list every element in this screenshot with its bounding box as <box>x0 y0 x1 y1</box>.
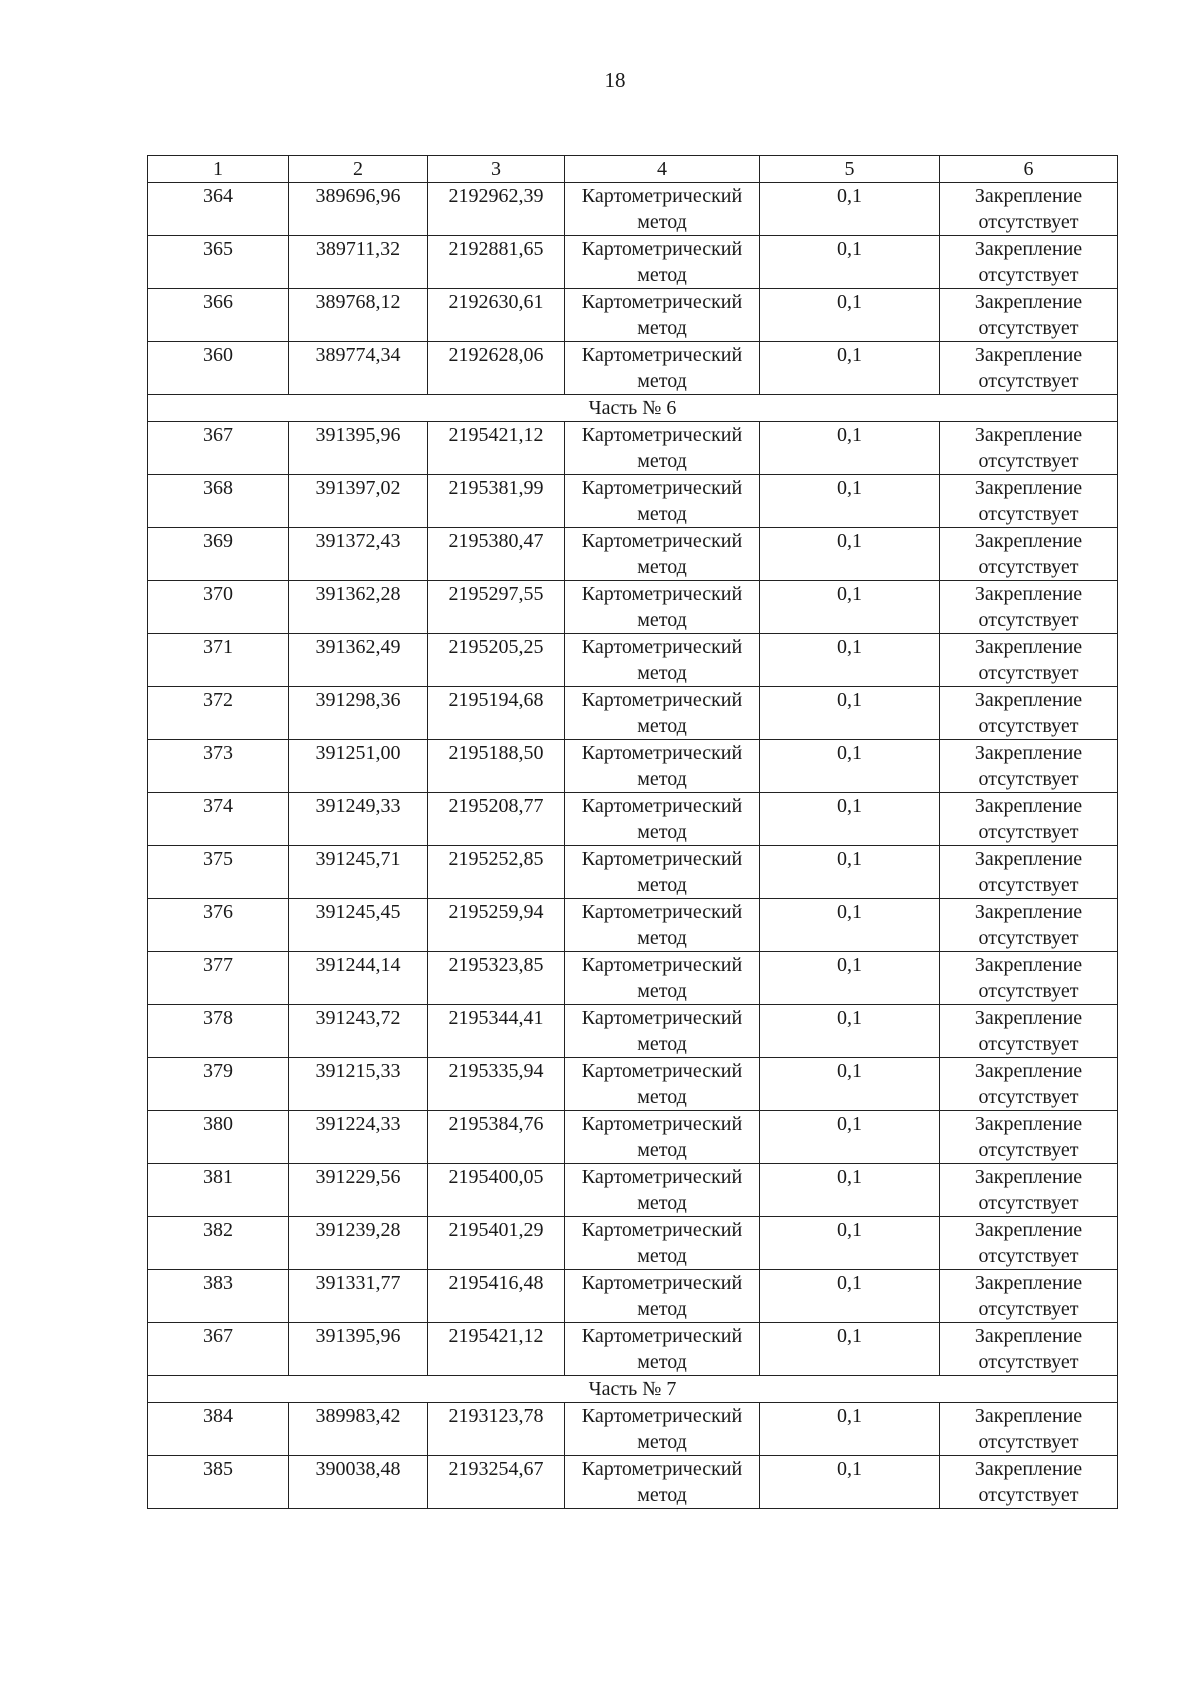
point-number-cell: 377 <box>148 952 289 1005</box>
coord-x-cell: 391298,36 <box>289 687 428 740</box>
accuracy-cell: 0,1 <box>760 1005 940 1058</box>
accuracy-cell: 0,1 <box>760 1456 940 1509</box>
table-row <box>148 236 1118 289</box>
fixation-cell: Закрепление отсутствует <box>940 846 1118 899</box>
coord-x-cell: 389983,42 <box>289 1403 428 1456</box>
accuracy-cell: 0,1 <box>760 740 940 793</box>
table-row <box>148 899 1118 952</box>
fixation-cell: Закрепление отсутствует <box>940 1270 1118 1323</box>
accuracy-cell: 0,1 <box>760 236 940 289</box>
coord-y-cell: 2195421,12 <box>428 1323 565 1376</box>
coord-x-cell: 391395,96 <box>289 1323 428 1376</box>
fixation-cell: Закрепление отсутствует <box>940 687 1118 740</box>
table-row <box>148 1217 1118 1270</box>
section-title-row <box>148 395 1118 422</box>
accuracy-cell: 0,1 <box>760 289 940 342</box>
method-cell: Картометрический метод <box>565 422 760 475</box>
accuracy-cell: 0,1 <box>760 793 940 846</box>
table-row <box>148 1456 1118 1509</box>
method-cell: Картометрический метод <box>565 581 760 634</box>
point-number-cell: 371 <box>148 634 289 687</box>
point-number-cell: 384 <box>148 1403 289 1456</box>
method-cell: Картометрический метод <box>565 528 760 581</box>
header-row <box>148 156 1118 183</box>
coord-x-cell: 391251,00 <box>289 740 428 793</box>
coord-x-cell: 391397,02 <box>289 475 428 528</box>
fixation-cell: Закрепление отсутствует <box>940 899 1118 952</box>
accuracy-cell: 0,1 <box>760 528 940 581</box>
column-header: 4 <box>565 156 760 183</box>
point-number-cell: 380 <box>148 1111 289 1164</box>
coord-x-cell: 389711,32 <box>289 236 428 289</box>
point-number-cell: 382 <box>148 1217 289 1270</box>
accuracy-cell: 0,1 <box>760 183 940 236</box>
accuracy-cell: 0,1 <box>760 1111 940 1164</box>
fixation-cell: Закрепление отсутствует <box>940 1323 1118 1376</box>
coord-y-cell: 2195416,48 <box>428 1270 565 1323</box>
coord-x-cell: 391362,28 <box>289 581 428 634</box>
accuracy-cell: 0,1 <box>760 1403 940 1456</box>
fixation-cell: Закрепление отсутствует <box>940 236 1118 289</box>
fixation-cell: Закрепление отсутствует <box>940 634 1118 687</box>
table-row <box>148 1164 1118 1217</box>
table-row <box>148 289 1118 342</box>
coord-x-cell: 391331,77 <box>289 1270 428 1323</box>
method-cell: Картометрический метод <box>565 183 760 236</box>
column-header: 3 <box>428 156 565 183</box>
fixation-cell: Закрепление отсутствует <box>940 289 1118 342</box>
fixation-cell: Закрепление отсутствует <box>940 1164 1118 1217</box>
accuracy-cell: 0,1 <box>760 475 940 528</box>
table-row <box>148 1058 1118 1111</box>
coord-y-cell: 2195384,76 <box>428 1111 565 1164</box>
coord-y-cell: 2195208,77 <box>428 793 565 846</box>
method-cell: Картометрический метод <box>565 236 760 289</box>
point-number-cell: 378 <box>148 1005 289 1058</box>
coord-x-cell: 391245,71 <box>289 846 428 899</box>
coord-y-cell: 2195335,94 <box>428 1058 565 1111</box>
coord-y-cell: 2193254,67 <box>428 1456 565 1509</box>
table-row <box>148 952 1118 1005</box>
table-row <box>148 422 1118 475</box>
fixation-cell: Закрепление отсутствует <box>940 528 1118 581</box>
accuracy-cell: 0,1 <box>760 422 940 475</box>
column-header: 6 <box>940 156 1118 183</box>
method-cell: Картометрический метод <box>565 1111 760 1164</box>
accuracy-cell: 0,1 <box>760 581 940 634</box>
coord-x-cell: 391362,49 <box>289 634 428 687</box>
coord-y-cell: 2192630,61 <box>428 289 565 342</box>
coordinates-table <box>147 155 1118 1509</box>
point-number-cell: 369 <box>148 528 289 581</box>
point-number-cell: 370 <box>148 581 289 634</box>
point-number-cell: 385 <box>148 1456 289 1509</box>
accuracy-cell: 0,1 <box>760 1270 940 1323</box>
point-number-cell: 375 <box>148 846 289 899</box>
point-number-cell: 372 <box>148 687 289 740</box>
accuracy-cell: 0,1 <box>760 687 940 740</box>
point-number-cell: 381 <box>148 1164 289 1217</box>
method-cell: Картометрический метод <box>565 740 760 793</box>
accuracy-cell: 0,1 <box>760 1323 940 1376</box>
coord-x-cell: 391224,33 <box>289 1111 428 1164</box>
accuracy-cell: 0,1 <box>760 1164 940 1217</box>
table-row <box>148 1111 1118 1164</box>
coord-y-cell: 2195380,47 <box>428 528 565 581</box>
fixation-cell: Закрепление отсутствует <box>940 581 1118 634</box>
accuracy-cell: 0,1 <box>760 634 940 687</box>
fixation-cell: Закрепление отсутствует <box>940 740 1118 793</box>
point-number-cell: 376 <box>148 899 289 952</box>
fixation-cell: Закрепление отсутствует <box>940 1058 1118 1111</box>
section-title-row <box>148 1376 1118 1403</box>
coord-x-cell: 391215,33 <box>289 1058 428 1111</box>
coord-y-cell: 2195205,25 <box>428 634 565 687</box>
table-row <box>148 1270 1118 1323</box>
table-row <box>148 1005 1118 1058</box>
method-cell: Картометрический метод <box>565 289 760 342</box>
fixation-cell: Закрепление отсутствует <box>940 422 1118 475</box>
point-number-cell: 367 <box>148 1323 289 1376</box>
point-number-cell: 366 <box>148 289 289 342</box>
method-cell: Картометрический метод <box>565 952 760 1005</box>
point-number-cell: 383 <box>148 1270 289 1323</box>
coord-y-cell: 2195344,41 <box>428 1005 565 1058</box>
coord-x-cell: 389768,12 <box>289 289 428 342</box>
table-row <box>148 475 1118 528</box>
point-number-cell: 373 <box>148 740 289 793</box>
fixation-cell: Закрепление отсутствует <box>940 183 1118 236</box>
coord-y-cell: 2192628,06 <box>428 342 565 395</box>
coord-x-cell: 389696,96 <box>289 183 428 236</box>
method-cell: Картометрический метод <box>565 1270 760 1323</box>
coord-x-cell: 391244,14 <box>289 952 428 1005</box>
table-row <box>148 528 1118 581</box>
point-number-cell: 368 <box>148 475 289 528</box>
coord-x-cell: 390038,48 <box>289 1456 428 1509</box>
table-row <box>148 1323 1118 1376</box>
table-row <box>148 846 1118 899</box>
coord-y-cell: 2195381,99 <box>428 475 565 528</box>
coord-y-cell: 2195400,05 <box>428 1164 565 1217</box>
method-cell: Картометрический метод <box>565 1403 760 1456</box>
coord-x-cell: 391372,43 <box>289 528 428 581</box>
method-cell: Картометрический метод <box>565 1058 760 1111</box>
coord-y-cell: 2195259,94 <box>428 899 565 952</box>
coord-y-cell: 2195188,50 <box>428 740 565 793</box>
method-cell: Картометрический метод <box>565 1456 760 1509</box>
fixation-cell: Закрепление отсутствует <box>940 793 1118 846</box>
section-title: Часть № 7 <box>148 1376 1118 1403</box>
method-cell: Картометрический метод <box>565 1217 760 1270</box>
coord-x-cell: 391229,56 <box>289 1164 428 1217</box>
coord-x-cell: 389774,34 <box>289 342 428 395</box>
table-row <box>148 687 1118 740</box>
coord-x-cell: 391239,28 <box>289 1217 428 1270</box>
column-header: 5 <box>760 156 940 183</box>
coord-x-cell: 391395,96 <box>289 422 428 475</box>
coord-x-cell: 391245,45 <box>289 899 428 952</box>
method-cell: Картометрический метод <box>565 899 760 952</box>
point-number-cell: 379 <box>148 1058 289 1111</box>
table-row <box>148 740 1118 793</box>
point-number-cell: 364 <box>148 183 289 236</box>
method-cell: Картометрический метод <box>565 1164 760 1217</box>
page-number: 18 <box>604 68 626 92</box>
method-cell: Картометрический метод <box>565 1323 760 1376</box>
accuracy-cell: 0,1 <box>760 846 940 899</box>
coord-y-cell: 2195252,85 <box>428 846 565 899</box>
method-cell: Картометрический метод <box>565 846 760 899</box>
coord-y-cell: 2195323,85 <box>428 952 565 1005</box>
fixation-cell: Закрепление отсутствует <box>940 952 1118 1005</box>
method-cell: Картометрический метод <box>565 634 760 687</box>
coord-x-cell: 391243,72 <box>289 1005 428 1058</box>
coord-y-cell: 2192962,39 <box>428 183 565 236</box>
section-title: Часть № 6 <box>148 395 1118 422</box>
coord-y-cell: 2195401,29 <box>428 1217 565 1270</box>
point-number-cell: 360 <box>148 342 289 395</box>
table-body <box>148 183 1118 1509</box>
column-header: 2 <box>289 156 428 183</box>
coord-y-cell: 2195194,68 <box>428 687 565 740</box>
coord-y-cell: 2193123,78 <box>428 1403 565 1456</box>
point-number-cell: 365 <box>148 236 289 289</box>
method-cell: Картометрический метод <box>565 475 760 528</box>
fixation-cell: Закрепление отсутствует <box>940 1456 1118 1509</box>
method-cell: Картометрический метод <box>565 793 760 846</box>
fixation-cell: Закрепление отсутствует <box>940 1005 1118 1058</box>
table-row <box>148 634 1118 687</box>
coord-y-cell: 2195297,55 <box>428 581 565 634</box>
table-row <box>148 1403 1118 1456</box>
accuracy-cell: 0,1 <box>760 1217 940 1270</box>
accuracy-cell: 0,1 <box>760 899 940 952</box>
fixation-cell: Закрепление отсутствует <box>940 1217 1118 1270</box>
accuracy-cell: 0,1 <box>760 342 940 395</box>
point-number-cell: 374 <box>148 793 289 846</box>
coord-x-cell: 391249,33 <box>289 793 428 846</box>
fixation-cell: Закрепление отсутствует <box>940 342 1118 395</box>
table-header <box>148 156 1118 183</box>
method-cell: Картометрический метод <box>565 1005 760 1058</box>
fixation-cell: Закрепление отсутствует <box>940 1403 1118 1456</box>
coord-y-cell: 2195421,12 <box>428 422 565 475</box>
table-row <box>148 342 1118 395</box>
fixation-cell: Закрепление отсутствует <box>940 1111 1118 1164</box>
accuracy-cell: 0,1 <box>760 1058 940 1111</box>
accuracy-cell: 0,1 <box>760 952 940 1005</box>
coord-y-cell: 2192881,65 <box>428 236 565 289</box>
table-row <box>148 183 1118 236</box>
point-number-cell: 367 <box>148 422 289 475</box>
fixation-cell: Закрепление отсутствует <box>940 475 1118 528</box>
method-cell: Картометрический метод <box>565 687 760 740</box>
method-cell: Картометрический метод <box>565 342 760 395</box>
table-row <box>148 793 1118 846</box>
column-header: 1 <box>148 156 289 183</box>
table-row <box>148 581 1118 634</box>
